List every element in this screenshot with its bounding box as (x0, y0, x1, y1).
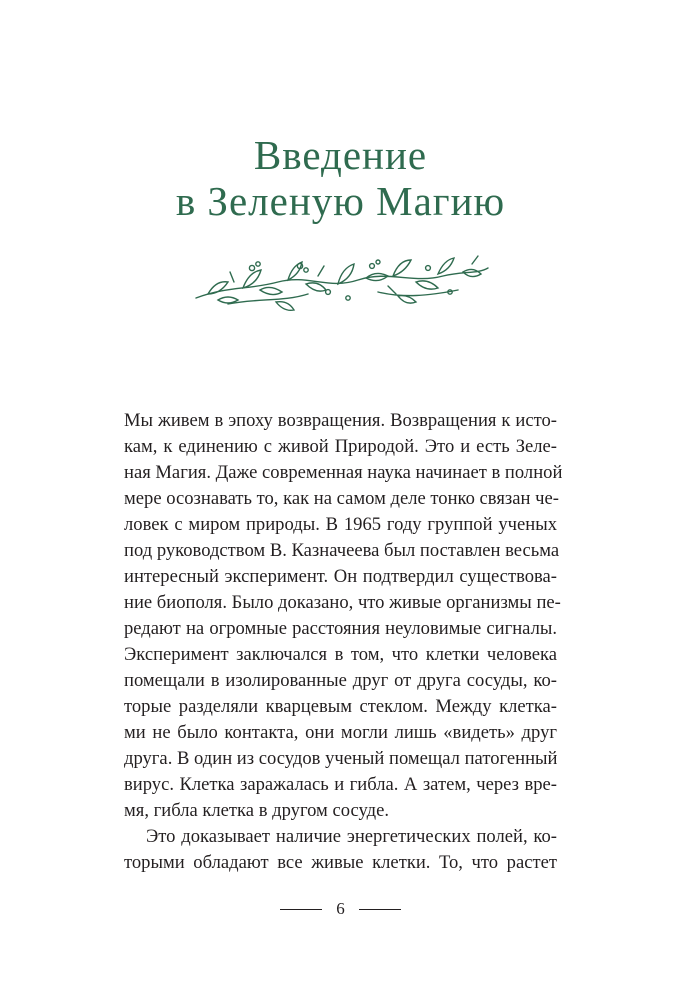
text-line: ловек с миром природы. В 1965 году группой ученых (124, 514, 557, 535)
footer-rule-left (280, 909, 322, 910)
text-line: торые разделяли кварцевым стеклом. Между клетка- (124, 696, 557, 717)
chapter-title (0, 132, 681, 224)
text-line: ние биополя. Было доказано, что живые организмы пе- (124, 592, 561, 613)
text-line: мя, гибла клетка в другом сосуде. (124, 800, 389, 821)
text-line: вирус. Клетка заражалась и гибла. А затем, через вре- (124, 774, 557, 795)
text-line: Эксперимент заключался в том, что клетки человека (124, 644, 557, 665)
page-footer (0, 897, 681, 921)
text-line: друга. В один из сосудов ученый помещал патогенный (124, 748, 558, 769)
footer-rule-right (359, 909, 401, 910)
text-line: Мы живем в эпоху возвращения. Возвращения к исто- (124, 410, 557, 431)
text-line: помещали в изолированные друг от друга сосуды, ко- (124, 670, 557, 691)
text-line: интересный эксперимент. Он подтвердил существова- (124, 566, 557, 587)
floral-vine-icon (188, 246, 494, 322)
page-number: 6 (336, 899, 345, 918)
body-text (124, 408, 563, 876)
text-line: редают на огромные расстояния неуловимые сигналы. (124, 618, 557, 639)
text-line: торыми обладают все живые клетки. То, что растет (124, 852, 557, 873)
text-line: под руководством В. Казначеева был поставлен весьма (124, 540, 560, 561)
chapter-title-line-2: в Зеленую Магию (175, 178, 506, 224)
text-line: ная Магия. Даже современная наука начинает в полной (124, 462, 563, 483)
text-line: кам, к единению с живой Природой. Это и есть Зеле- (124, 436, 557, 457)
chapter-title-line-1: Введение (253, 132, 428, 178)
text-line: ми не было контакта, они могли лишь «видеть» друг (124, 722, 557, 743)
text-line: мере осознавать то, как на самом деле тонко связан че- (124, 488, 559, 509)
text-line: Это доказывает наличие энергетических полей, ко- (146, 826, 557, 847)
